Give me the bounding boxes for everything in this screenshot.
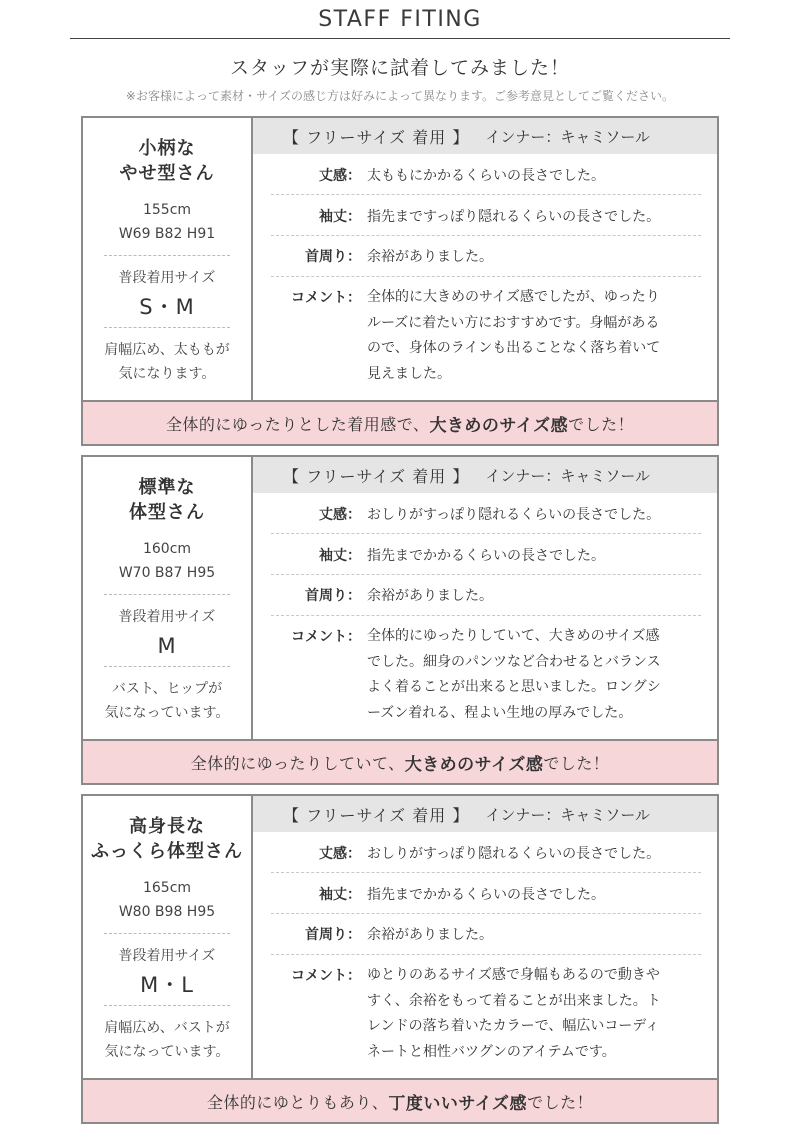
fit-summary bbox=[83, 739, 717, 783]
worn-size: 【 フリーサイズ 着用 】 bbox=[283, 805, 470, 825]
usual-size-value: S・M bbox=[139, 295, 195, 319]
row-divider bbox=[271, 574, 701, 575]
staff-measurements: W70 B87 H95 bbox=[118, 565, 216, 581]
worn-size: 【 フリーサイズ 着用 】 bbox=[283, 127, 470, 147]
sleeve-row bbox=[271, 543, 701, 569]
title-divider bbox=[70, 38, 730, 39]
inner-wear: インナー：キャミソール bbox=[485, 805, 651, 824]
neck-value: 余裕がありました。 bbox=[367, 588, 493, 604]
length-key: 丈感： bbox=[319, 507, 361, 523]
staff-profile bbox=[83, 457, 253, 741]
page-title: STAFF FITING bbox=[318, 7, 482, 32]
profile-divider bbox=[104, 594, 230, 595]
length-value: おしりがすっぽり隠れるくらいの長さでした。 bbox=[367, 507, 661, 523]
staff-height: 160cm bbox=[142, 541, 192, 557]
sleeve-value: 指先まですっぽり隠れるくらいの長さでした。 bbox=[367, 209, 661, 225]
staff-concern-line1: 肩幅広め、バストが bbox=[104, 1020, 230, 1036]
body-type-line2: ふっくら体型さん bbox=[91, 841, 243, 862]
body-type-line2: 体型さん bbox=[129, 502, 205, 523]
neck-value: 余裕がありました。 bbox=[367, 927, 493, 943]
disclaimer-note: ※お客様によって素材・サイズの感じ方は好みによって異なります。ご参考意見としてご覧ください。 bbox=[125, 89, 675, 103]
inner-wear: インナー：キャミソール bbox=[485, 127, 651, 146]
row-divider bbox=[271, 235, 701, 236]
summary-lead: 全体的にゆとりもあり、 bbox=[206, 1092, 389, 1112]
comment-line: ーズン着れる、程よい生地の厚みでした。 bbox=[367, 704, 633, 721]
summary-tail: でした！ bbox=[527, 1092, 594, 1112]
comment-line: 全体的にゆったりしていて、大きめのサイズ感 bbox=[367, 628, 660, 644]
neck-row bbox=[271, 244, 701, 270]
staff-concern-line1: バスト、ヒップが bbox=[111, 681, 223, 697]
length-row bbox=[271, 841, 701, 867]
neck-key: 首周り： bbox=[305, 249, 361, 265]
staff-height: 165cm bbox=[142, 880, 192, 896]
comment-row bbox=[271, 624, 701, 726]
neck-key: 首周り： bbox=[305, 588, 361, 604]
summary-emphasis: 大きめのサイズ感 bbox=[404, 754, 544, 775]
staff-measurements: W69 B82 H91 bbox=[118, 226, 216, 242]
inner-wear: インナー：キャミソール bbox=[485, 466, 651, 485]
sleeve-row bbox=[271, 882, 701, 908]
staff-concern-line2: 気になっています。 bbox=[104, 705, 230, 721]
fitting-detail bbox=[253, 118, 717, 382]
sleeve-key: 袖丈： bbox=[319, 548, 361, 564]
staff-card-3 bbox=[81, 794, 719, 1124]
staff-concern-line2: 気になっています。 bbox=[104, 1044, 230, 1060]
worn-size-bar bbox=[253, 118, 717, 154]
comment-key: コメント： bbox=[291, 290, 361, 306]
summary-lead: 全体的にゆったりとした着用感で、 bbox=[165, 414, 430, 434]
profile-divider bbox=[104, 255, 230, 256]
fit-summary bbox=[83, 1078, 717, 1122]
staff-card-1 bbox=[81, 116, 719, 446]
page-subtitle: スタッフが実際に試着してみました！ bbox=[229, 57, 570, 79]
length-row bbox=[271, 502, 701, 528]
summary-emphasis: 丁度いいサイズ感 bbox=[388, 1093, 528, 1114]
comment-line: ので、身体のラインも出ることなく落ち着いて bbox=[367, 340, 661, 356]
profile-divider bbox=[104, 666, 230, 667]
fitting-detail bbox=[253, 457, 717, 721]
comment-line: ネートと相性バツグンのアイテムです。 bbox=[367, 1043, 616, 1060]
usual-size-label: 普段着用サイズ bbox=[118, 948, 216, 964]
staff-measurements: W80 B98 H95 bbox=[118, 904, 216, 920]
length-key: 丈感： bbox=[319, 846, 361, 862]
fit-summary bbox=[83, 400, 717, 444]
row-divider bbox=[271, 533, 701, 534]
summary-tail: でした！ bbox=[543, 753, 610, 773]
neck-row bbox=[271, 583, 701, 609]
length-value: おしりがすっぽり隠れるくらいの長さでした。 bbox=[367, 846, 661, 862]
sleeve-row bbox=[271, 204, 701, 230]
comment-line: ルーズに着たい方におすすめです。身幅がある bbox=[367, 314, 660, 331]
sleeve-value: 指先までかかるくらいの長さでした。 bbox=[367, 548, 605, 564]
length-row bbox=[271, 163, 701, 189]
row-divider bbox=[271, 954, 701, 955]
length-value: 太ももにかかるくらいの長さでした。 bbox=[367, 168, 605, 184]
row-divider bbox=[271, 615, 701, 616]
comment-key: コメント： bbox=[291, 968, 361, 984]
fitting-detail bbox=[253, 796, 717, 1060]
comment-text bbox=[367, 963, 701, 1065]
sleeve-key: 袖丈： bbox=[319, 209, 361, 225]
profile-divider bbox=[104, 933, 230, 934]
worn-size-bar bbox=[253, 457, 717, 493]
row-divider bbox=[271, 276, 701, 277]
comment-line: レンドの落ち着いたカラーで、幅広いコーディ bbox=[367, 1018, 660, 1034]
neck-key: 首周り： bbox=[305, 927, 361, 943]
sleeve-key: 袖丈： bbox=[319, 887, 361, 903]
body-type-line1: 標準な bbox=[138, 477, 196, 498]
neck-row bbox=[271, 922, 701, 948]
row-divider bbox=[271, 913, 701, 914]
summary-emphasis: 大きめのサイズ感 bbox=[429, 415, 569, 436]
length-key: 丈感： bbox=[319, 168, 361, 184]
profile-divider bbox=[104, 1005, 230, 1006]
body-type-line2: やせ型さん bbox=[119, 163, 215, 184]
staff-card-2 bbox=[81, 455, 719, 785]
staff-concern-line2: 気になります。 bbox=[118, 366, 216, 382]
row-divider bbox=[271, 872, 701, 873]
neck-value: 余裕がありました。 bbox=[367, 249, 493, 265]
comment-text bbox=[367, 624, 701, 726]
comment-line: すく、余裕をもって着ることが出来ました。ト bbox=[367, 992, 661, 1009]
usual-size-value: M bbox=[157, 634, 177, 658]
profile-divider bbox=[104, 327, 230, 328]
worn-size: 【 フリーサイズ 着用 】 bbox=[283, 466, 470, 486]
staff-height: 155cm bbox=[142, 202, 192, 218]
sleeve-value: 指先までかかるくらいの長さでした。 bbox=[367, 887, 605, 903]
staff-concern-line1: 肩幅広め、太ももが bbox=[104, 342, 230, 358]
comment-line: ゆとりのあるサイズ感で身幅もあるので動きや bbox=[367, 967, 660, 983]
usual-size-label: 普段着用サイズ bbox=[118, 609, 216, 625]
worn-size-bar bbox=[253, 796, 717, 832]
comment-row bbox=[271, 285, 701, 387]
body-type-line1: 小柄な bbox=[138, 138, 196, 159]
body-type-line1: 高身長な bbox=[129, 816, 205, 837]
comment-row bbox=[271, 963, 701, 1065]
comment-text bbox=[367, 285, 701, 387]
summary-tail: でした！ bbox=[568, 414, 635, 434]
comment-key: コメント： bbox=[291, 629, 361, 645]
comment-line: 全体的に大きめのサイズ感でしたが、ゆったり bbox=[367, 289, 660, 305]
summary-lead: 全体的にゆったりしていて、 bbox=[190, 753, 405, 773]
row-divider bbox=[271, 194, 701, 195]
usual-size-label: 普段着用サイズ bbox=[118, 270, 216, 286]
comment-line: 見えました。 bbox=[367, 365, 451, 382]
staff-profile bbox=[83, 118, 253, 402]
staff-profile bbox=[83, 796, 253, 1080]
usual-size-value: M・L bbox=[140, 973, 194, 997]
comment-line: よく着ることが出来ると思いました。ロングシ bbox=[367, 679, 661, 695]
comment-line: でした。細身のパンツなど合わせるとバランス bbox=[367, 653, 661, 670]
